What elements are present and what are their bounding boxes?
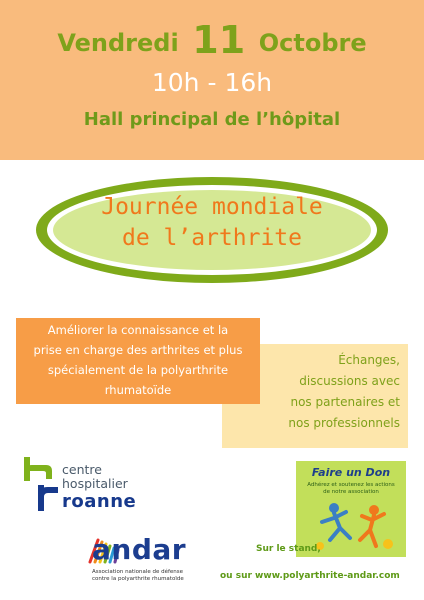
stand-text: Sur le stand, bbox=[256, 544, 321, 554]
exchange-line: Échanges, bbox=[338, 353, 400, 367]
andar-subtitle bbox=[92, 569, 184, 583]
donate-subtitle-line2: de notre association bbox=[323, 489, 379, 495]
hospital-city: roanne bbox=[62, 491, 137, 512]
donate-subtitle bbox=[296, 482, 406, 496]
awareness-line: rhumatoïde bbox=[104, 383, 172, 397]
exchange-line: discussions avec bbox=[299, 374, 400, 388]
date-number: 11 bbox=[192, 18, 246, 62]
event-title-line1: Journée mondiale bbox=[101, 194, 323, 220]
exchange-line: nos professionnels bbox=[288, 416, 400, 430]
andar-name: andar bbox=[92, 533, 187, 566]
website-link[interactable]: ou sur www.polyarthrite-andar.com bbox=[220, 571, 400, 581]
exchange-text bbox=[260, 350, 400, 434]
month-text: Octobre bbox=[258, 29, 367, 57]
andar-subtitle-line2: contre la polyarthrite rhumatoïde bbox=[92, 576, 184, 582]
date-line bbox=[0, 18, 424, 62]
day-text: Vendredi bbox=[57, 29, 179, 57]
awareness-line: spécialement de la polyarthrite bbox=[47, 363, 229, 377]
hospital-name bbox=[62, 463, 128, 491]
awareness-line: Améliorer la connaissance et la bbox=[47, 323, 229, 337]
hospital-line2: hospitalier bbox=[62, 476, 128, 491]
awareness-text bbox=[16, 320, 260, 400]
andar-subtitle-line1: Association nationale de défense bbox=[92, 569, 184, 575]
donate-title[interactable]: Faire un Don bbox=[311, 466, 391, 479]
place-text: Hall principal de l’hôpital bbox=[83, 109, 341, 130]
awareness-line: prise en charge des arthrites et plus bbox=[33, 343, 243, 357]
event-title-line2: de l’arthrite bbox=[121, 225, 302, 251]
hospital-line1: centre bbox=[62, 462, 102, 477]
event-title bbox=[53, 192, 371, 254]
time-text: 10h - 16h bbox=[151, 68, 273, 97]
exchange-line: nos partenaires et bbox=[290, 395, 400, 409]
donate-subtitle-line1: Adhérez et soutenez les actions bbox=[307, 482, 395, 488]
